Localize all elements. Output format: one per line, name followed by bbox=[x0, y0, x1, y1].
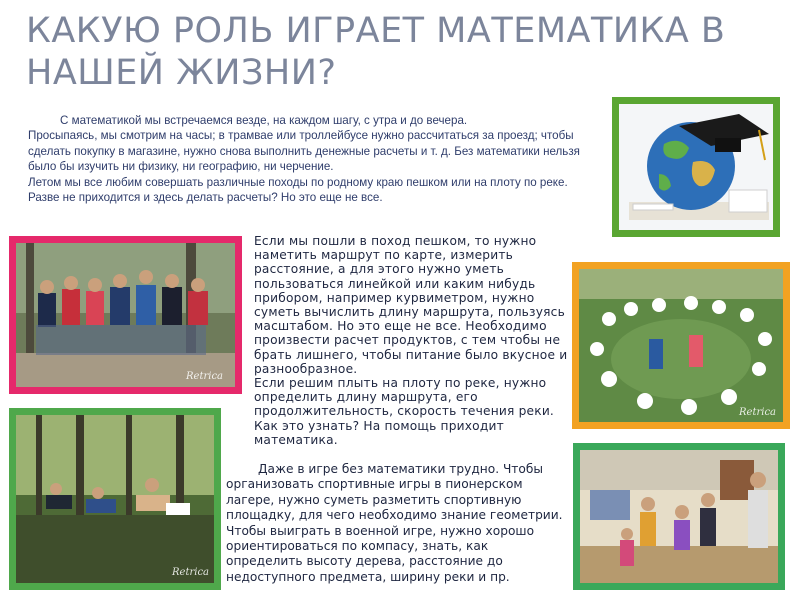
forest-rest-picture bbox=[16, 415, 214, 583]
watermark-text: Retrica bbox=[172, 567, 210, 578]
circle-game-photo bbox=[572, 262, 790, 429]
intro-text bbox=[28, 113, 580, 205]
hiking-text bbox=[254, 234, 572, 447]
slide-title: КАКУЮ РОЛЬ ИГРАЕТ МАТЕМАТИКА В НАШЕЙ ЖИЗНИ? bbox=[26, 11, 726, 93]
globe-graduation-cap-image bbox=[612, 97, 780, 237]
intro-summer-paragraph: Летом мы все любим совершать различные походы по родному краю пешком или на плоту по реке. Разве не приходится и здесь делать расчеты? Но это еще не все. bbox=[28, 175, 568, 205]
games-text bbox=[226, 462, 566, 585]
intro-paragraph: Просыпаясь, мы смотрим на часы; в трамвае или троллейбусе нужно рассчитаться за проезд; чтобы сделать покупку в магазине, нужно снова выполнить денежные расчеты и т. д. Без математики нельзя было бы изучить ни физику, ни географию, ни черчение. bbox=[28, 129, 580, 174]
watermark-text: Retrica bbox=[739, 407, 777, 418]
watermark-text: Retrica bbox=[186, 371, 224, 382]
indoor-game-picture bbox=[580, 450, 778, 583]
hiking-group-picture bbox=[16, 243, 235, 387]
intro-first-line: С математикой мы встречаемся везде, на каждом шагу, с утра и до вечера. bbox=[60, 114, 468, 127]
hiking-group-photo bbox=[9, 236, 242, 394]
raft-paragraph: Если решим плыть на плоту по реке, нужно определить длину маршрута, его продолжительность, скорость течения реки. Как это узнать? На помощь приходит математика. bbox=[254, 376, 555, 447]
hiking-paragraph: Если мы пошли в поход пешком, то нужно наметить маршрут по карте, измерить расстояние, а для этого нужно уметь пользоваться линейкой или каким нибудь прибором, например курвиметром, нужно суметь вычислить длину маршрута, пользуясь масштабом. Но это еще не все. Необходимо произвести расчет продуктов, с тем чтобы не брать лишнего, чтобы питание было вкусное и разнообразное. bbox=[254, 234, 568, 376]
forest-rest-photo bbox=[9, 408, 221, 590]
globe-picture bbox=[619, 104, 773, 230]
indoor-game-photo bbox=[573, 443, 785, 590]
circle-game-picture bbox=[579, 269, 783, 422]
games-paragraph: Даже в игре без математики трудно. Чтобы организовать спортивные игры в пионерском лагере, нужно суметь разметить спортивную площадку, для чего необходимо знание геометрии. Чтобы выиграть в военной игре, нужно хорошо ориентироваться по компасу, знать, как определить высоту дерева, расстояние до недоступного предмета, ширину реки и пр. bbox=[226, 462, 563, 584]
